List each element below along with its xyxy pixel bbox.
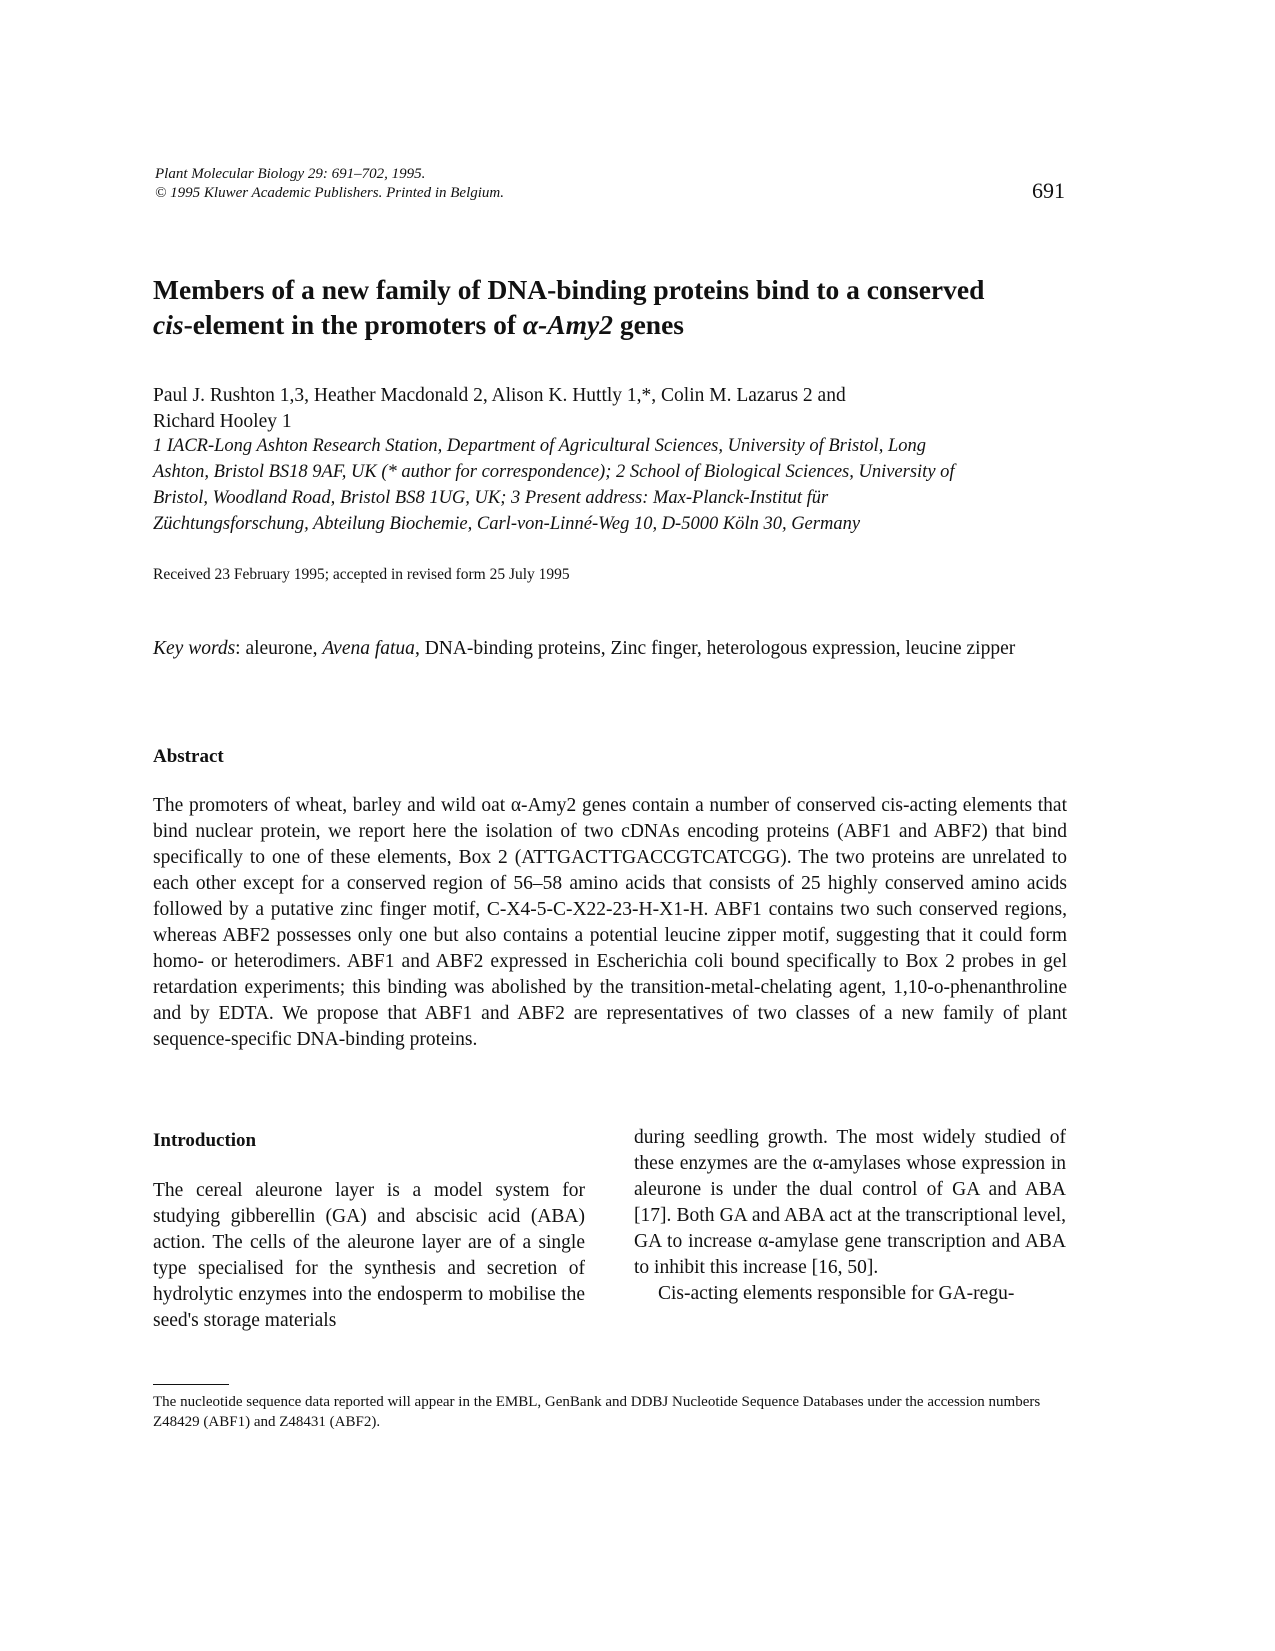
title-line-2 (153, 307, 1093, 342)
article-title (153, 272, 1093, 342)
affil-line-3: Bristol, Woodland Road, Bristol BS8 1UG, UK; 3 Present address: Max-Planck-Institut für (153, 488, 829, 508)
abstract-body: The promoters of wheat, barley and wild oat α-Amy2 genes contain a number of conserved cis-acting elements that bind nuclear protein, we report here the isolation of two cDNAs encoding proteins (ABF1 and ABF2) that bind specifically to one of these elements, Box 2 (ATTGACTTGACCGTCATCGG). The two proteins are unrelated to each other except for a conserved region of 56–58 amino acids that consists of 25 highly conserved amino acids followed by a putative zinc finger motif, C-X4-5-C-X22-23-H-X1-H. ABF1 contains two such conserved regions, whereas ABF2 possesses only one but also contains a potential leucine zipper motif, suggesting that it could form homo- or heterodimers. ABF1 and ABF2 expressed in Escherichia coli bound specifically to Box 2 probes in gel retardation experiments; this binding was abolished by the transition-metal-chelating agent, 1,10-o-phenanthroline and by EDTA. We propose that ABF1 and ABF2 are representatives of two classes of a new family of plant sequence-specific DNA-binding proteins. (153, 795, 1067, 1050)
title-gene: α-Amy2 (522, 309, 613, 340)
title-mid: -element in the promoters of (183, 309, 523, 340)
introduction-heading: Introduction (153, 1130, 257, 1151)
keywords-text-a: : aleurone, (235, 638, 323, 659)
introduction-right-continued: Cis-acting elements responsible for GA-regu- (658, 1283, 1015, 1304)
affiliations (153, 433, 1073, 537)
introduction-left-column: The cereal aleurone layer is a model system for studying gibberellin (GA) and abscisic acid (ABA) action. The cells of the aleurone layer are of a single type specialised for the synthesis and secretion of hydrolytic enzymes into the endosperm to mobilise the seed's storage materials (153, 1180, 585, 1331)
footnote: The nucleotide sequence data reported will appear in the EMBL, GenBank and DDBJ Nucleotide Sequence Databases under the accession numbers Z48429 (ABF1) and Z48431 (ABF2). (153, 1394, 1041, 1430)
affil-line-2: Ashton, Bristol BS18 9AF, UK (* author for correspondence); 2 School of Biological Sciences, University of (153, 462, 955, 482)
author-list (153, 383, 1073, 435)
title-cis: cis (153, 309, 184, 340)
abstract-heading: Abstract (153, 746, 224, 767)
introduction-right-column (634, 1125, 1066, 1307)
journal-citation (155, 165, 504, 203)
authors-line-2: Richard Hooley 1 (153, 411, 292, 432)
page-number: 691 (1032, 178, 1065, 203)
journal-text: Plant Molecular Biology 29: 691–702, 1995. (155, 166, 426, 182)
copyright-line (155, 184, 504, 203)
footnote-rule (153, 1384, 229, 1385)
keywords (153, 636, 1053, 662)
authors-line-1: Paul J. Rushton 1,3, Heather Macdonald 2, Alison K. Huttly 1,*, Colin M. Lazarus 2 and (153, 385, 846, 406)
introduction-right-text: during seedling growth. The most widely studied of these enzymes are the α-amylases whose expression in aleurone is under the dual control of GA and ABA [17]. Both GA and ABA act at the transcriptional level, GA to increase α-amylase gene transcription and ABA to inhibit this increase [16, 50]. (634, 1127, 1066, 1278)
affil-line-1: 1 IACR-Long Ashton Research Station, Department of Agricultural Sciences, University of Bristol, Long (153, 436, 926, 456)
copyright-text: © 1995 Kluwer Academic Publishers. Printed in Belgium. (155, 185, 504, 201)
received-dates: Received 23 February 1995; accepted in revised form 25 July 1995 (153, 566, 570, 583)
keywords-text-b: , DNA-binding proteins, Zinc finger, heterologous expression, leucine zipper (414, 638, 1016, 659)
journal-line (155, 165, 504, 184)
title-end: genes (612, 309, 685, 340)
affil-line-4: Züchtungsforschung, Abteilung Biochemie, Carl-von-Linné-Weg 10, D-5000 Köln 30, Germany (153, 514, 861, 534)
keywords-species: Avena fatua (322, 638, 415, 659)
keywords-label: Key words (153, 638, 236, 659)
title-line-1: Members of a new family of DNA-binding proteins bind to a conserved (153, 274, 985, 305)
